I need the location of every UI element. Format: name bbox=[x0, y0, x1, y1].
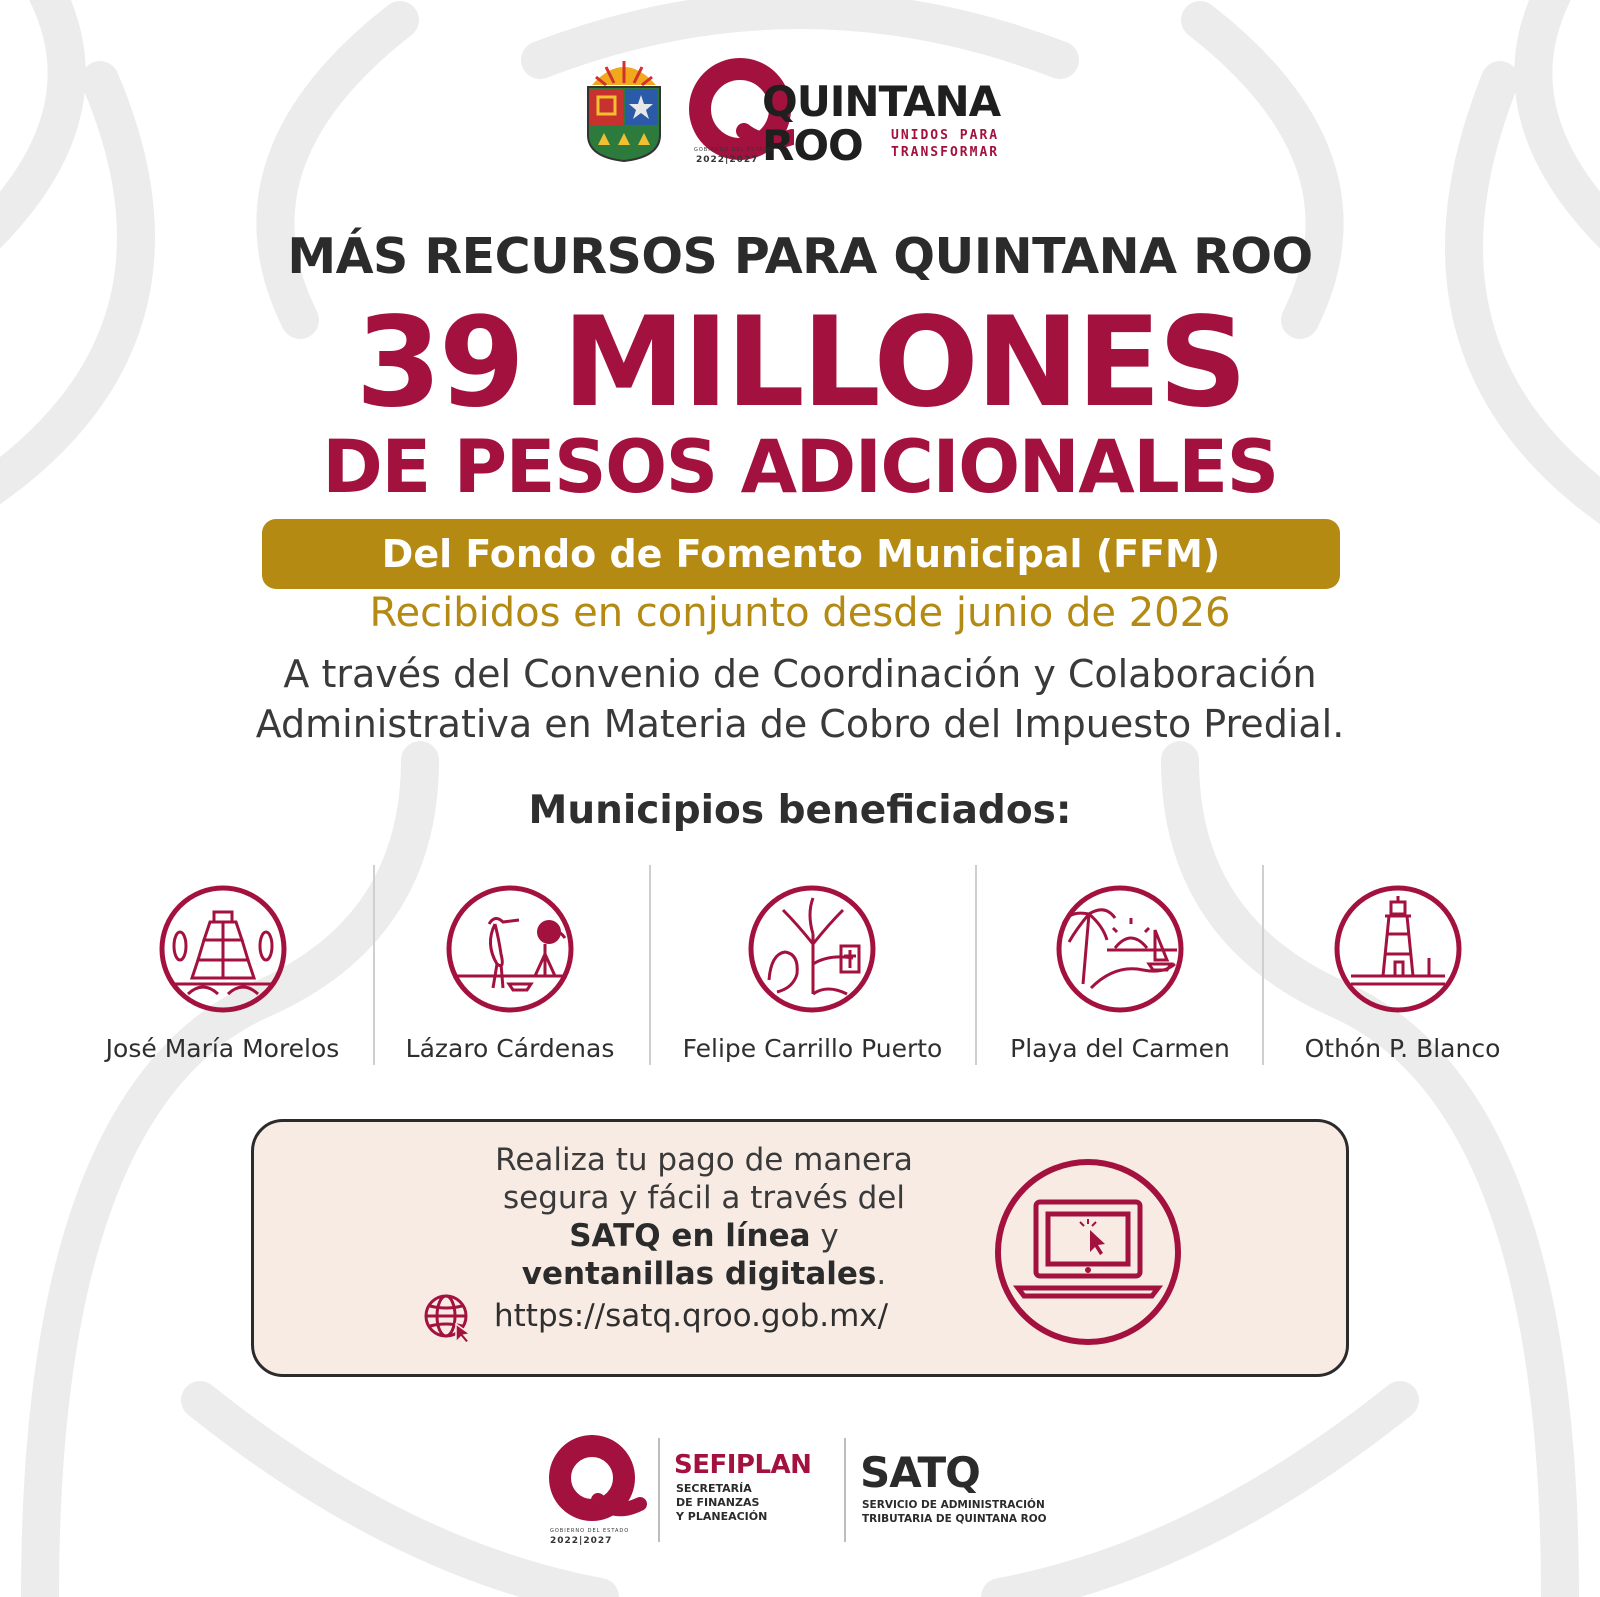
footer-divider bbox=[844, 1438, 846, 1542]
laptop-click-icon bbox=[992, 1156, 1184, 1348]
q-swirl-icon bbox=[540, 1430, 650, 1534]
payment-line-3 bbox=[404, 1218, 1004, 1254]
satq-line-2: TRIBUTARIA DE QUINTANA ROO bbox=[862, 1513, 1047, 1525]
sefiplan-line-2: DE FINANZAS bbox=[676, 1496, 760, 1509]
divider bbox=[373, 865, 375, 1065]
municipality-name: Othón P. Blanco bbox=[1304, 1034, 1501, 1063]
footer-logos bbox=[540, 1430, 1080, 1560]
fund-banner-text: Del Fondo de Fomento Municipal (FFM) bbox=[381, 532, 1221, 576]
kicker-title: MÁS RECURSOS PARA QUINTANA ROO bbox=[287, 228, 1313, 285]
municipalities-title: Municipios beneficiados: bbox=[528, 788, 1072, 833]
payment-line-4 bbox=[404, 1256, 1004, 1292]
payment-line-2: segura y fácil a través del bbox=[503, 1180, 905, 1216]
satq-url-link[interactable]: https://satq.qroo.gob.mx/ bbox=[494, 1298, 889, 1334]
municipality-item bbox=[375, 860, 645, 1070]
municipality-item bbox=[980, 860, 1260, 1070]
agreement-line-2: Administrativa en Materia de Cobro del Impuesto Predial. bbox=[255, 702, 1345, 746]
fund-banner bbox=[262, 519, 1340, 589]
pyramid-corn-icon bbox=[158, 884, 288, 1014]
municipality-item bbox=[655, 860, 970, 1070]
subtitle-title: DE PESOS ADICIONALES bbox=[322, 425, 1278, 510]
payment-line-3-rest: y bbox=[810, 1218, 839, 1254]
agreement-line-1: A través del Convenio de Coordinación y Colaboración bbox=[283, 652, 1317, 696]
heron-mangrove-icon bbox=[445, 884, 575, 1014]
header-logos bbox=[580, 55, 1030, 170]
divider bbox=[1262, 865, 1264, 1065]
municipality-name: Felipe Carrillo Puerto bbox=[682, 1034, 943, 1063]
sefiplan-line-3: Y PLANEACIÓN bbox=[676, 1510, 768, 1523]
municipalities-row bbox=[0, 860, 1600, 1070]
sefiplan-logo: SEFIPLAN bbox=[674, 1450, 812, 1480]
municipality-name: Playa del Carmen bbox=[1010, 1034, 1230, 1063]
ceiba-cross-icon bbox=[747, 884, 877, 1014]
received-text: Recibidos en conjunto desde junio de 2026 bbox=[369, 590, 1231, 636]
sefiplan-line-1: SECRETARÍA bbox=[676, 1482, 752, 1495]
payment-line-4-rest: . bbox=[876, 1256, 887, 1292]
url-row[interactable] bbox=[422, 1292, 889, 1342]
logo-word-roo: ROO bbox=[762, 121, 863, 170]
footer-gov-label: GOBIERNO DEL ESTADO bbox=[550, 1528, 630, 1534]
divider bbox=[649, 865, 651, 1065]
satq-logo: SATQ bbox=[860, 1448, 980, 1497]
payment-line-1: Realiza tu pago de manera bbox=[495, 1142, 913, 1178]
globe-cursor-icon bbox=[422, 1292, 474, 1344]
logo-word-quintana: QUINTANA bbox=[762, 77, 1001, 126]
gov-label: GOBIERNO DEL ESTADO bbox=[694, 147, 774, 153]
footer-divider bbox=[658, 1438, 660, 1542]
municipality-item bbox=[1265, 860, 1540, 1070]
municipality-item bbox=[80, 860, 365, 1070]
divider bbox=[975, 865, 977, 1065]
payment-box bbox=[251, 1119, 1349, 1377]
satq-online-text: SATQ en línea bbox=[569, 1218, 811, 1254]
palm-sunset-sailboat-icon bbox=[1055, 884, 1185, 1014]
state-shield-icon bbox=[584, 57, 664, 163]
logo-slogan bbox=[891, 127, 999, 161]
slogan-line-2: TRANSFORMAR bbox=[891, 145, 1000, 160]
footer-gov-years: 2022|2027 bbox=[550, 1536, 613, 1546]
amount-title: 39 MILLONES bbox=[355, 291, 1245, 435]
quintana-roo-logo bbox=[684, 55, 1024, 170]
sefiplan-subtitle bbox=[676, 1482, 767, 1524]
lighthouse-icon bbox=[1333, 884, 1463, 1014]
municipality-name: Lázaro Cárdenas bbox=[405, 1034, 615, 1063]
satq-subtitle bbox=[862, 1498, 1047, 1526]
satq-line-1: SERVICIO DE ADMINISTRACIÓN bbox=[862, 1499, 1045, 1511]
digital-windows-text: ventanillas digitales bbox=[521, 1256, 877, 1292]
gov-years: 2022|2027 bbox=[696, 155, 759, 165]
slogan-line-1: UNIDOS PARA bbox=[891, 128, 1000, 143]
municipality-name: José María Morelos bbox=[105, 1034, 340, 1063]
